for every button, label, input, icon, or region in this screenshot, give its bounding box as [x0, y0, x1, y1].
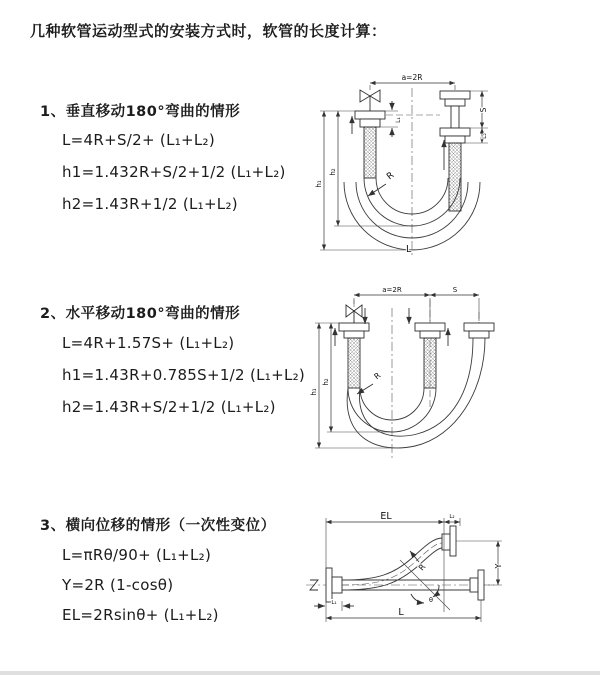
dim-label-h1: h₁ [315, 180, 323, 188]
section-3-formula-L: L=πRθ/90+ (L₁+L₂) [62, 546, 212, 564]
s-curve-hose [342, 538, 442, 590]
dim-label-radius: R [385, 170, 397, 183]
radius-callout [357, 371, 383, 394]
dim-label-length: L [398, 607, 404, 618]
centerlines [386, 88, 440, 258]
diagram-vertical-180-bend [310, 66, 590, 266]
right-flange [470, 570, 484, 600]
dim-label-radius: R [372, 370, 383, 382]
dim-label-top-span: a=2R [382, 286, 402, 294]
left-flange-and-hose [339, 323, 369, 388]
dim-label-h2: h₂ [322, 378, 330, 386]
dim-label-l1: L₁ [395, 117, 402, 123]
dim-label-stroke: S [452, 286, 458, 294]
section-2-formula-h2: h2=1.43R+S/2+1/2 (L₁+L₂) [62, 398, 276, 416]
radius-callout [410, 551, 428, 572]
section-2-formula-h1: h1=1.43R+0.785S+1/2 (L₁+L₂) [62, 366, 306, 384]
u-bend-curves [347, 338, 485, 448]
dim-el [326, 511, 460, 622]
page-title: 几种软管运动型式的安装方式时，软管的长度计算： [30, 22, 387, 40]
valve-icon [346, 305, 362, 323]
right-flange [464, 323, 494, 338]
dim-label-el: EL [380, 511, 392, 522]
dim-l [326, 600, 481, 622]
page-bottom-edge [0, 671, 600, 675]
dim-top-span [370, 73, 455, 90]
dim-label-theta: θ [429, 596, 433, 604]
section-1-formula-h2: h2=1.43R+1/2 (L₁+L₂) [62, 195, 238, 213]
valve-icon [360, 90, 380, 111]
dim-fit-left [314, 600, 354, 611]
section-2-formula-L: L=4R+1.57S+ (L₁+L₂) [62, 334, 235, 352]
dim-label-l2: L₂ [481, 133, 488, 139]
section-3-heading: 3、横向位移的情形（一次性变位） [40, 518, 276, 534]
dim-label-top-span: a=2R [401, 73, 423, 82]
dim-label-y: Y [494, 563, 503, 569]
left-flange-and-hose [355, 111, 385, 178]
section-1-formula-h1: h1=1.432R+S/2+1/2 (L₁+L₂) [62, 163, 286, 181]
dim-label-length: L [406, 244, 412, 255]
section-3-formula-Y: Y=2R (1-cosθ) [62, 576, 174, 594]
diagram-lateral-displacement [298, 500, 600, 660]
section-1-heading: 1、垂直移动180°弯曲的情形 [40, 104, 241, 120]
section-3-formula-EL: EL=2Rsinθ+ (L₁+L₂) [62, 606, 219, 624]
diagram-horizontal-180-bend [305, 280, 600, 465]
dim-label-h2: h₂ [329, 168, 337, 176]
section-2-heading: 2、水平移动180°弯曲的情形 [40, 306, 241, 322]
left-flange [326, 568, 342, 602]
dim-label-h1: h₁ [310, 388, 318, 396]
dim-top-span [354, 286, 479, 321]
section-1-formula-L: L=4R+S/2+ (L₁+L₂) [62, 131, 216, 149]
center-flange-and-hose [415, 323, 445, 388]
dim-label-stroke: S [479, 107, 488, 113]
dim-label-radius: R [416, 562, 428, 573]
dim-label-l2: L₂ [449, 514, 455, 520]
dim-label-l1: L₁ [331, 600, 337, 606]
